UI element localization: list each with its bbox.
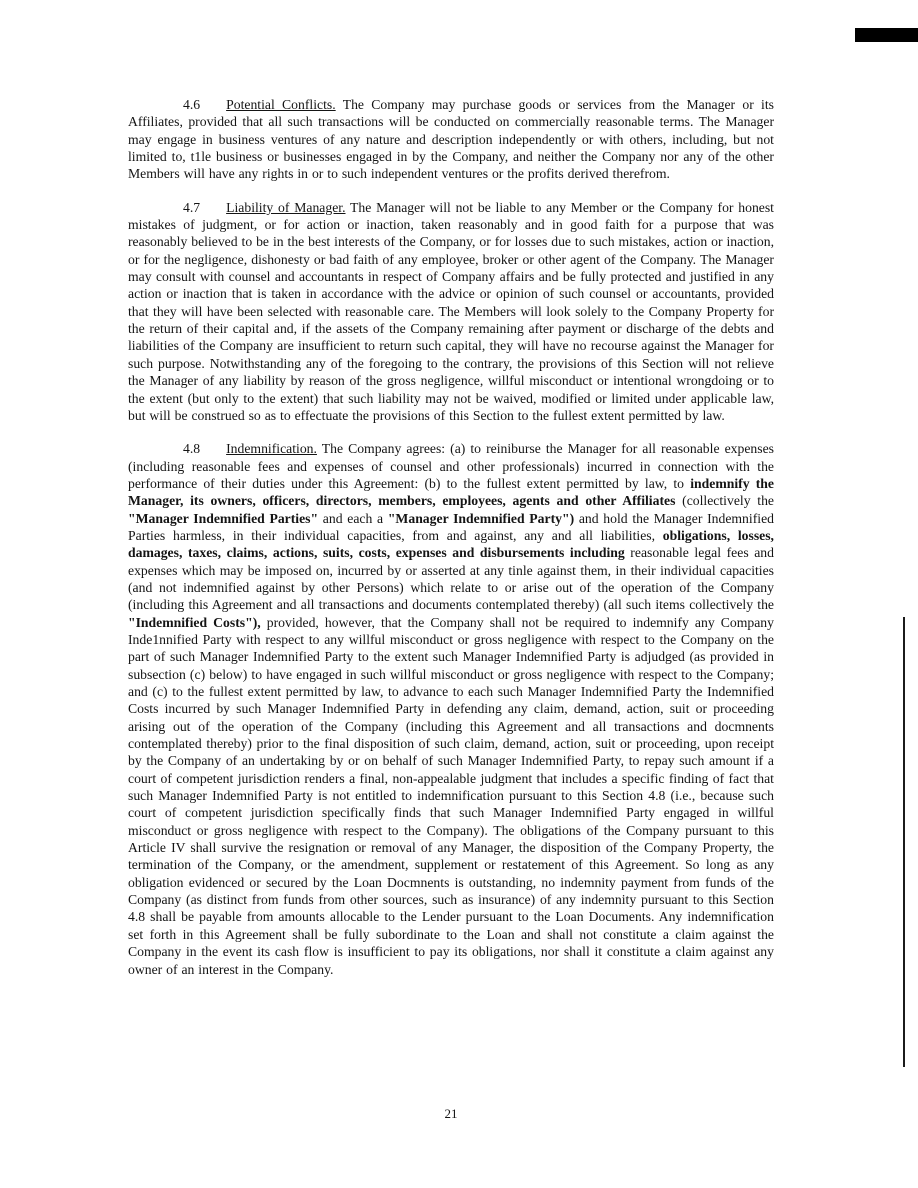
tab-spacer	[200, 108, 226, 109]
section-4-7-paragraph	[128, 199, 774, 424]
section-4-6-paragraph	[128, 96, 774, 183]
section-number: 4.7	[183, 199, 201, 215]
scan-artifact-vertical-line	[903, 617, 905, 1067]
first-line-indent	[128, 108, 183, 109]
section-number: 4.6	[183, 97, 201, 112]
first-line-indent	[128, 211, 183, 212]
first-line-indent	[128, 452, 183, 453]
section-body: The Company may purchase goods or services from the Manager or its Affiliates, provided that all such transactions will be conducted on commercially reasonable terms. The Manager may engage in business ventures of any nature and description independently or with others, including, but not limited to, t1le business or businesses engaged in by the Company, and neither the Company nor any of the other Members will have any rights in or to such independent ventures or the profits derived therefrom.	[128, 97, 774, 182]
section-heading: Liability of Manager.	[226, 199, 346, 215]
tab-spacer	[200, 211, 226, 212]
text-block	[128, 96, 774, 994]
scan-artifact-top-bar	[855, 28, 918, 42]
section-body: The Manager will not be liable to any Member or the Company for honest mistakes of judgment, or for action or inaction, taken reasonably and in good faith for a purpose that was reasonably believed to be in the best interests of the Company, or for losses due to such mistakes, action or inaction, or for the negligence, dishonesty or bad faith of any employee, broker or other agent of the Company. The Manager may consult with counsel and accountants in respect of Company affairs and be fully protected and justified in any action or inaction that is taken in accordance with the advice or opinion of such counsel or accountants, provided that they will have been selected with reasonable care. The Members will look solely to the Company Property for the return of their capital and, if the assets of the Company remaining after payment or discharge of the debts and liabilities of the Company are insufficient to return such capital, they will have no recourse against the Manager for such purpose. Notwithstanding any of the foregoing to the contrary, the provisions of this Section will not relieve the Manager of any liability by reason of the gross negligence, willful misconduct or intentional wrongdoing or to the extent (but only to the extent) that such liability may not be waived, modified or limited under applicable law, but will be construed so as to effectuate the provisions of this Section to the fullest extent permitted by law.	[128, 199, 774, 423]
tab-spacer	[200, 452, 226, 453]
page-number: 21	[444, 1106, 458, 1121]
section-heading: Potential Conflicts.	[226, 97, 336, 112]
section-4-8-paragraph	[128, 440, 774, 978]
section-heading: Indemnification.	[226, 441, 317, 457]
section-number: 4.8	[183, 441, 201, 457]
section-body: The Company agrees: (a) to reiniburse the Manager for all reasonable expenses (including reasonable fees and expenses of counsel and other professionals) incurred in connection with the performance of their duties under this Agreement: (b) to the fullest extent permitted by law, to indemnify the Manager, its owners, officers, directors, members, employees, agents and other Affiliates (collectively the "Manager Indemnified Parties" and each a "Manager Indemnified Party") and hold the Manager Indemnified Parties harmless, in their individual capacities, from and against, any and all liabilities, obligations, losses, damages, taxes, claims, actions, suits, costs, expenses and disbursements including reasonable legal fees and expenses which may be imposed on, incurred by or asserted at any tinle against them, in their individual capacities (and not indemnified against by other Persons) which relate to or arise out of the operation of the Company (including this Agreement and all transactions and documents contemplated thereby) (all such items collectively the "Indemnified Costs"), provided, however, that the Company shall not be required to indemnify any Company Inde1nnified Party with respect to any willful misconduct or gross negligence with respect to the Company on the part of such Manager Indemnified Party to the extent such Manager Indemnified Party is adjudged (as provided in subsection (c) below) to have engaged in such willful misconduct or gross negligence with respect to the Company; and (c) to the fullest extent permitted by law, to advance to each such Manager Indemnified Party the Indemnified Costs incurred by such Manager Indemnified Party in defending any claim, demand, action, suit or proceeding arising out of the operation of the Company (including this Agreement and all transactions and docmnents contemplated thereby) prior to the final disposition of such claim, demand, action, suit or proceeding, upon receipt by the Company of an undertaking by or on behalf of such Manager Indemnified Party, to repay such amount if a court of competent jurisdiction renders a final, non-appealable judgment that includes a specific finding of fact that such Manager Indemnified Party is not entitled to indemnification pursuant to this Section 4.8 (i.e., because such court of competent jurisdiction specifically finds that such Manager Indemnified Party engaged in willful misconduct or gross negligence with respect to the Company). The obligations of the Company pursuant to this Article IV shall survive the resignation or removal of any Manager, the disposition of the Company Property, the termination of the Company, or the amendment, supplement or restatement of this Agreement. So long as any obligation evidenced or secured by the Loan Docmnents is outstanding, no indemnity payment from funds of the Company (as distinct from funds from other sources, such as insurance) of any indemnity pursuant to this Section 4.8 shall be payable from amounts allocable to the Lender pursuant to the Loan Documents. Any indemnification set forth in this Agreement shall be fully subordinate to the Loan and shall not constitute a claim against the Company in the event its cash flow is insufficient to pay its obligations, nor shall it constitute a claim against any owner of an interest in the Company.	[128, 441, 774, 977]
